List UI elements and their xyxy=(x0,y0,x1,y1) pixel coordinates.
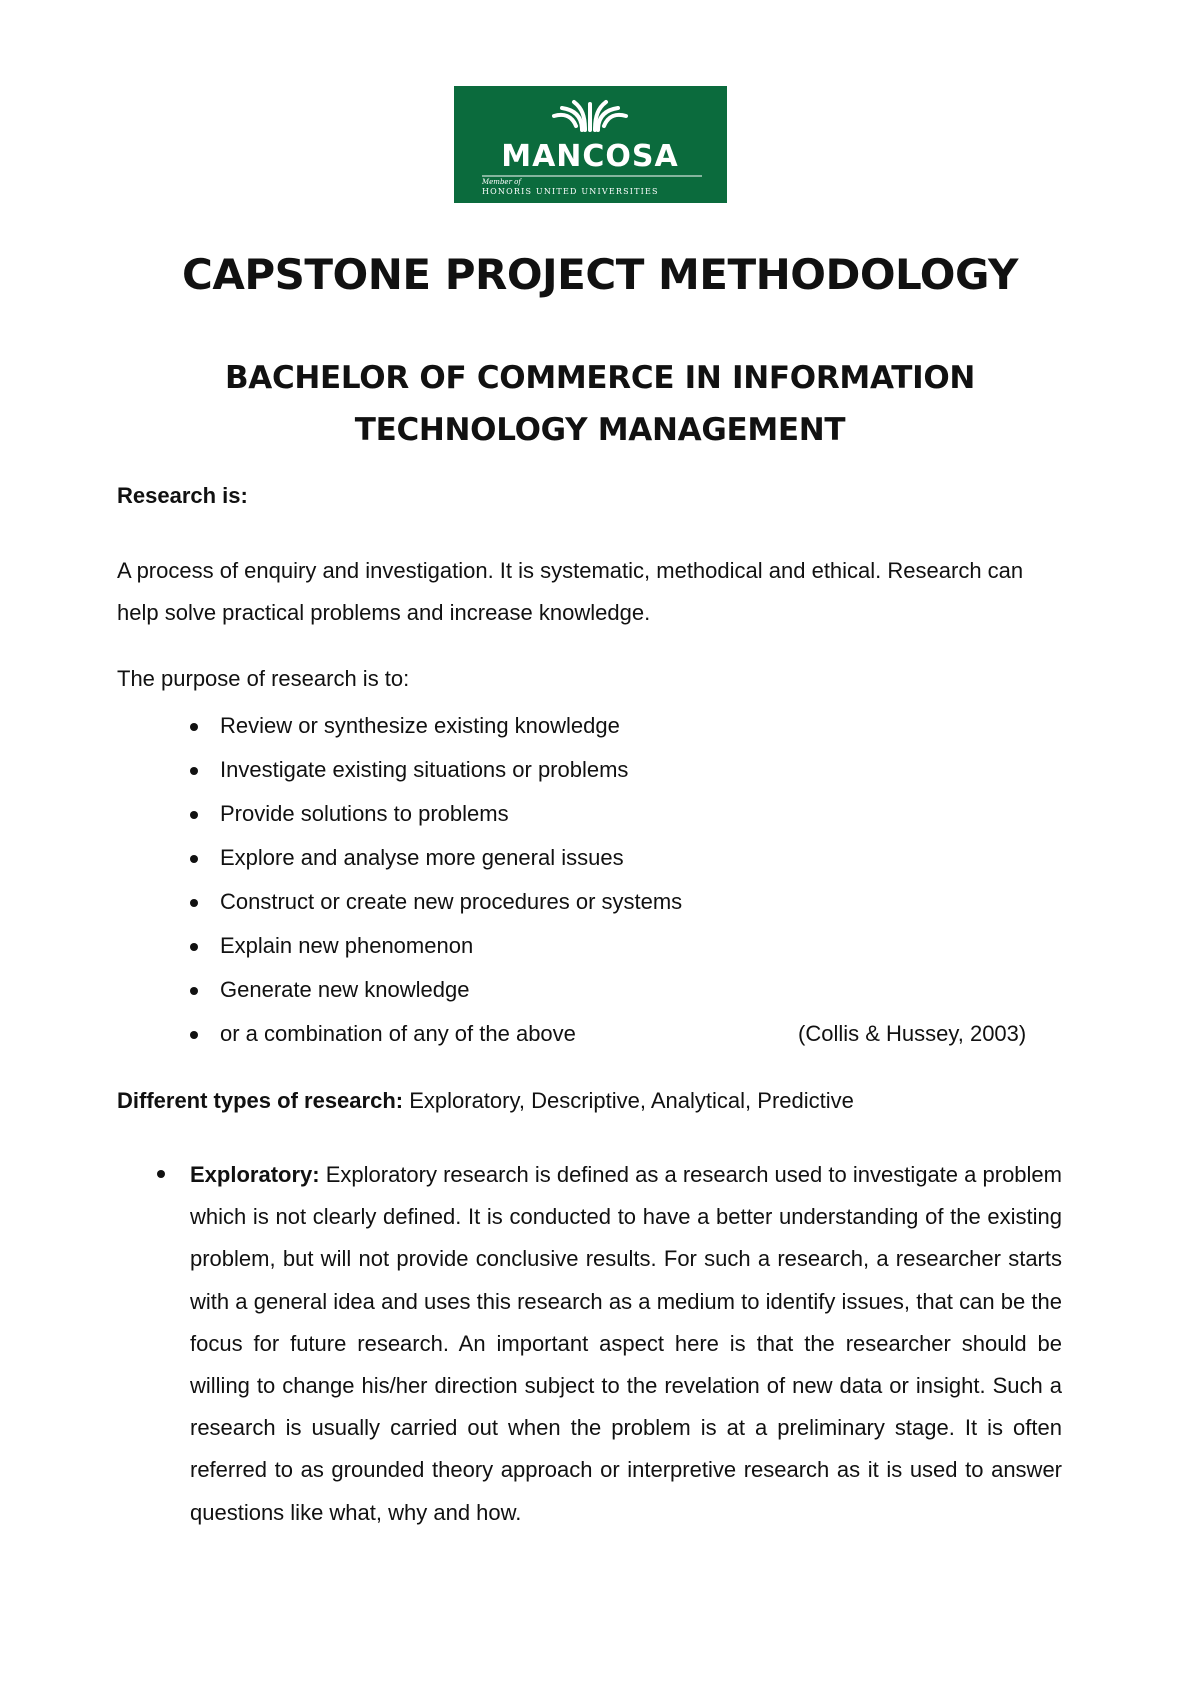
exploratory-paragraph xyxy=(190,1154,1062,1534)
list-item: Investigate existing situations or problems xyxy=(166,748,1120,792)
mancosa-emblem-icon xyxy=(454,86,727,203)
purpose-intro: The purpose of research is to: xyxy=(117,666,410,691)
types-label: Different types of research: xyxy=(117,1088,404,1113)
list-item: Explain new phenomenon xyxy=(166,924,1120,968)
list-item: Explore and analyse more general issues xyxy=(166,836,1120,880)
list-item: Provide solutions to problems xyxy=(166,792,1120,836)
subtitle-line-1: BACHELOR OF COMMERCE IN INFORMATION xyxy=(224,360,976,396)
list-item: or a combination of any of the above (Collis & Hussey, 2003) xyxy=(166,1012,1120,1056)
exploratory-text: Exploratory research is defined as a research used to investigate a problem which is not clearly defined. It is conducted to have a better understanding of the existing problem, but will not provide conclusive results. For such a research, a researcher starts with a general idea and uses this research as a medium to identify issues, that can be the focus for future research. An important aspect here is that the researcher should be willing to change his/her direction subject to the revelation of new data or insight. Such a research is usually carried out when the problem is at a preliminary stage. It is often referred to as grounded theory approach or interpretive research as it is used to answer questions like what, why and how. xyxy=(190,1162,1062,1525)
citation: (Collis & Hussey, 2003) xyxy=(798,1021,1027,1046)
logo-member-of: Member of xyxy=(482,178,521,186)
research-definition: A process of enquiry and investigation. It is systematic, methodical and ethical. Research can help solve practical problems and increase knowledge. xyxy=(117,558,1024,625)
bullet-icon xyxy=(157,1170,165,1178)
mancosa-logo xyxy=(454,86,727,203)
research-types xyxy=(117,1088,854,1114)
research-label: Research is: xyxy=(117,483,248,508)
page-subtitle xyxy=(180,352,1020,456)
subtitle-line-2: TECHNOLOGY MANAGEMENT xyxy=(354,412,846,448)
list-item: Review or synthesize existing knowledge xyxy=(166,704,1120,748)
purpose-list xyxy=(166,704,1120,1056)
logo-network: HONORIS UNITED UNIVERSITIES xyxy=(482,187,659,196)
list-item: Generate new knowledge xyxy=(166,968,1120,1012)
exploratory-label: Exploratory: xyxy=(190,1162,320,1187)
logo-wordmark: MANCOSA xyxy=(501,139,679,174)
page-title: CAPSTONE PROJECT METHODOLOGY xyxy=(182,250,1018,299)
list-item: Construct or create new procedures or systems xyxy=(166,880,1120,924)
types-list: Exploratory, Descriptive, Analytical, Predictive xyxy=(403,1088,854,1113)
